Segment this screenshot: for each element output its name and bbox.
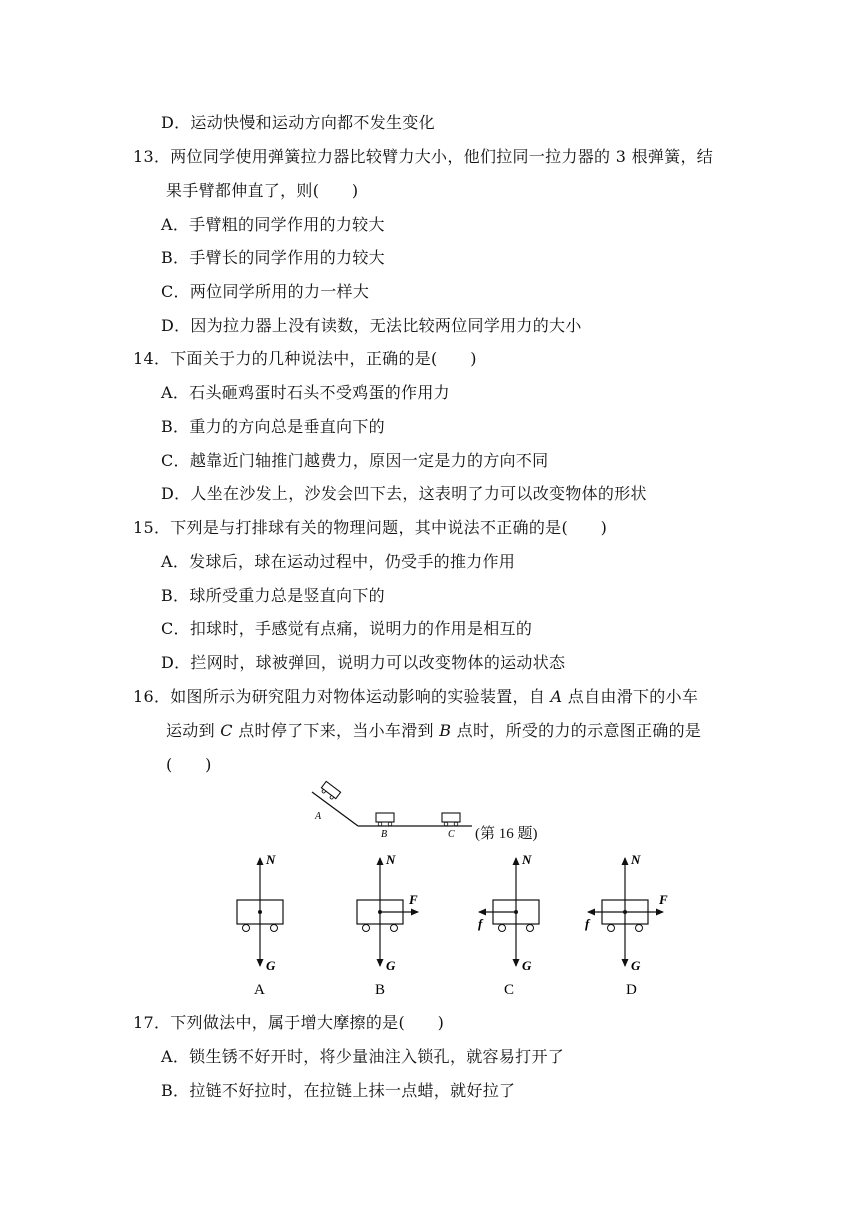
- q15-stem: 15．下列是与打排球有关的物理问题，其中说法不正确的是( ): [133, 518, 608, 537]
- q17-stem: 17．下列做法中，属于增大摩擦的是( ): [133, 1013, 445, 1032]
- q17-option-b: B．拉链不好拉时，在拉链上抹一点蜡，就好拉了: [161, 1081, 516, 1100]
- applied-force-label: F: [409, 892, 418, 907]
- q16-stem-line2: [166, 720, 701, 742]
- q13-option-a: A．手臂粗的同学作用的力较大: [161, 215, 385, 234]
- force-diagram-a: [237, 852, 283, 998]
- ramp-label-b: B: [381, 829, 388, 840]
- q16-stem-line1: [133, 686, 698, 708]
- friction-label: f: [478, 916, 483, 931]
- gravity-label: G: [631, 958, 641, 973]
- q15-option-a: A．发球后，球在运动过程中，仍受手的推力作用: [161, 552, 516, 571]
- q16-stem-line3: ( ): [166, 755, 212, 774]
- q16-stem-text: 点自由滑下的小车: [562, 687, 699, 706]
- ramp-figure: [300, 780, 480, 840]
- q13-option-d: D．因为拉力器上没有读数，无法比较两位同学用力的大小: [161, 316, 582, 335]
- q14-option-a: A．石头砸鸡蛋时石头不受鸡蛋的作用力: [161, 383, 450, 402]
- force-diagram-d: [585, 852, 668, 998]
- normal-force-label: N: [631, 852, 641, 867]
- ramp-label-a: A: [315, 811, 322, 822]
- q13-stem-line2: 果手臂都伸直了，则( ): [166, 181, 359, 200]
- q16-stem-text: 点时停了下来，当小车滑到: [232, 721, 440, 740]
- q16-stem-text: 运动到: [166, 721, 221, 740]
- normal-force-label: N: [522, 852, 532, 867]
- q13-option-b: B．手臂长的同学作用的力较大: [161, 248, 385, 267]
- option-a-label: A: [254, 982, 265, 998]
- option-b-label: B: [375, 982, 386, 998]
- q13-stem-line1: 13．两位同学使用弹簧拉力器比较臂力大小，他们拉同一拉力器的 3 根弹簧，结: [133, 147, 714, 166]
- option-c-label: C: [504, 982, 515, 998]
- q12-option-d: D．运动快慢和运动方向都不发生变化: [161, 113, 435, 132]
- gravity-label: G: [386, 958, 396, 973]
- q14-option-b: B．重力的方向总是垂直向下的: [161, 417, 385, 436]
- applied-force-label: F: [659, 892, 668, 907]
- friction-label: f: [585, 916, 590, 931]
- force-diagram-c: [478, 852, 539, 998]
- cart-at-b: [376, 813, 394, 826]
- normal-force-label: N: [386, 852, 396, 867]
- q16-stem-text: 点时，所受的力的示意图正确的是: [451, 721, 702, 740]
- gravity-label: G: [522, 958, 532, 973]
- point-c-label: C: [220, 721, 233, 740]
- q16-figure-caption: (第 16 题): [475, 826, 538, 842]
- q15-option-c: C．扣球时，手感觉有点痛，说明力的作用是相互的: [161, 619, 533, 638]
- q14-option-c: C．越靠近门轴推门越费力，原因一定是力的方向不同: [161, 451, 549, 470]
- cart-at-a: [320, 781, 341, 801]
- gravity-label: G: [266, 958, 276, 973]
- cart-at-c: [442, 813, 460, 826]
- ramp-label-c: C: [448, 829, 455, 840]
- option-d-label: D: [626, 982, 637, 998]
- force-diagrams: [200, 848, 700, 998]
- q14-option-d: D．人坐在沙发上，沙发会凹下去，这表明了力可以改变物体的形状: [161, 484, 647, 503]
- force-diagram-b: [357, 852, 418, 998]
- q13-option-c: C．两位同学所用的力一样大: [161, 282, 370, 301]
- q15-option-b: B．球所受重力总是竖直向下的: [161, 586, 385, 605]
- q14-stem: 14．下面关于力的几种说法中，正确的是( ): [133, 349, 477, 368]
- point-a-label: A: [550, 687, 563, 706]
- q16-stem-text: 16．如图所示为研究阻力对物体运动影响的实验装置，自: [133, 687, 551, 706]
- point-b-label: B: [439, 721, 452, 740]
- q15-option-d: D．拦网时，球被弹回，说明力可以改变物体的运动状态: [161, 653, 566, 672]
- q17-option-a: A．锁生锈不好开时，将少量油注入锁孔，就容易打开了: [161, 1047, 565, 1066]
- normal-force-label: N: [266, 852, 276, 867]
